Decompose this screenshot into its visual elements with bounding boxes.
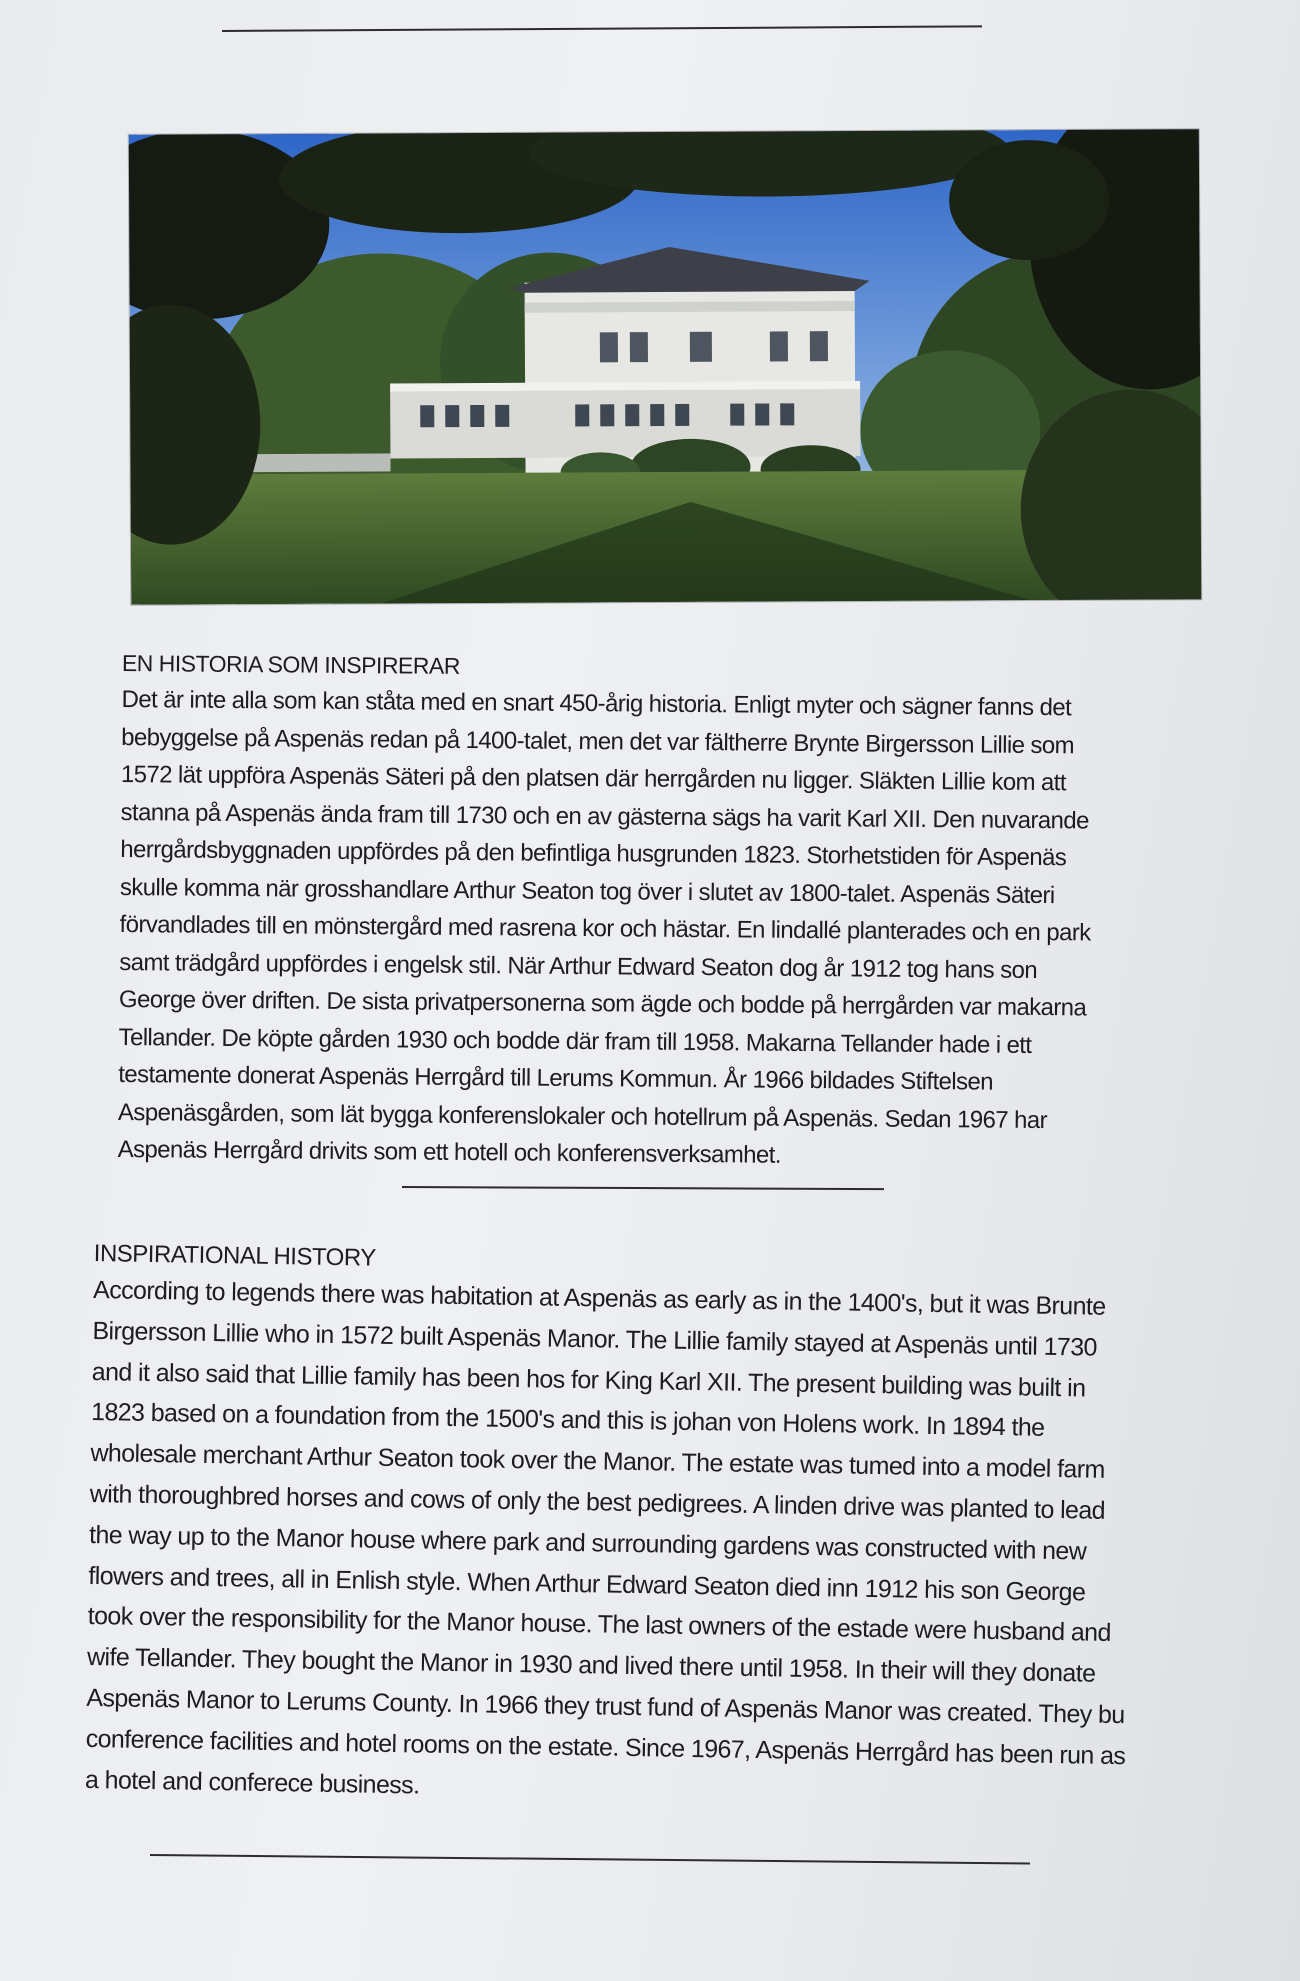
manor-house-photo xyxy=(129,129,1201,605)
paragraph-line: stanna på Aspenäs ända fram till 1730 och en av gästerna sägs ha varit Karl XII. Den nuvarande xyxy=(120,798,1089,834)
paragraph-line: According to legends there was habitation at Aspenäs as early as in the 1400's, but it was Brunte xyxy=(92,1275,1106,1321)
paragraph-line: skulle komma när grosshandlare Arthur Seaton tog över i slutet av 1800-talet. Aspenäs Säteri xyxy=(119,873,1055,909)
manor-photo-graphic xyxy=(129,129,1201,605)
top-divider xyxy=(222,25,982,32)
bottom-divider xyxy=(150,1854,1030,1864)
paragraph-line: took over the responsibility for the Manor house. The last owners of the estade were husband and xyxy=(87,1602,1111,1648)
paragraph-line: förvandlades till en mönstergård med rasrena kor och hästar. En lindallé planterades och en park xyxy=(119,910,1091,947)
paragraph-line: bebyggelse på Aspenäs redan på 1400-talet, men det var fältherre Brynte Birgersson Lillie som xyxy=(121,723,1075,759)
paragraph-line: testamente donerat Aspenäs Herrgård till Lerums Kommun. År 1966 bildades Stiftelsen xyxy=(118,1060,994,1096)
paragraph-line: Birgersson Lillie who in 1572 built Aspenäs Manor. The Lillie family stayed at Aspenäs until 1730 xyxy=(92,1316,1098,1362)
paragraph-line: Aspenäs Herrgård drivits som ett hotell och konferensverksamhet. xyxy=(117,1135,781,1169)
english-history-section xyxy=(85,1240,1300,1820)
paragraph-line: and it also said that Lillie family has been hos for King Karl XII. The present building was built in xyxy=(91,1357,1086,1403)
paragraph-line: Aspenäsgården, som lät bygga konferenslokaler och hotellrum på Aspenäs. Sedan 1967 har xyxy=(117,1098,1048,1134)
paragraph-line: a hotel and conferece business. xyxy=(84,1765,420,1800)
paragraph-line: wholesale merchant Arthur Seaton took over the Manor. The estate was tumed into a model farm xyxy=(90,1439,1105,1484)
paragraph-line: herrgårdsbyggnaden uppfördes på den befintliga husgrunden 1823. Storhetstiden för Aspenäs xyxy=(120,835,1067,872)
paragraph-line: Aspenäs Manor to Lerums County. In 1966 they trust fund of Aspenäs Manor was created. They bu xyxy=(86,1683,1125,1730)
paragraph-line: the way up to the Manor house where park and surrounding gardens was constructed with new xyxy=(88,1520,1087,1566)
paragraph-line: samt trädgård uppfördes i engelsk stil. När Arthur Edward Seaton dog år 1912 tog hans son xyxy=(119,948,1038,984)
paragraph-line: Tellander. De köpte gården 1930 och bodde där fram till 1958. Makarna Tellander hade i ett xyxy=(118,1023,1032,1059)
english-paragraph xyxy=(85,1270,1300,1820)
middle-divider xyxy=(402,1186,884,1190)
paragraph-line: 1572 lät uppföra Aspenäs Säteri på den platsen där herrgården nu ligger. Släkten Lillie kom att xyxy=(120,760,1066,797)
paragraph-line: conference facilities and hotel rooms on the estate. Since 1967, Aspenäs Herrgård has been run as xyxy=(85,1724,1126,1770)
swedish-paragraph xyxy=(117,681,1281,1179)
paragraph-line: wife Tellander. They bought the Manor in 1930 and lived there until 1958. In their will they donate xyxy=(86,1643,1096,1688)
paragraph-line: Det är inte alla som kan ståta med en snart 450-årig historia. Enligt myter och sägner fanns det xyxy=(121,685,1072,722)
paragraph-line: flowers and trees, all in Enlish style. When Arthur Edward Seaton died inn 1912 his son George xyxy=(88,1561,1086,1607)
paragraph-line: with thoroughbred horses and cows of only the best pedigrees. A linden drive was planted to lead xyxy=(89,1479,1106,1525)
swedish-heading: EN HISTORIA SOM INSPIRERAR xyxy=(121,650,461,679)
paragraph-line: 1823 based on a foundation from the 1500's and this is johan von Holens work. In 1894 the xyxy=(90,1398,1045,1443)
swedish-history-section xyxy=(117,650,1281,1179)
paragraph-line: George över driften. De sista privatpersonerna som ägde och bodde på herrgården var makarna xyxy=(118,985,1087,1022)
english-heading: INSPIRATIONAL HISTORY xyxy=(93,1240,376,1272)
